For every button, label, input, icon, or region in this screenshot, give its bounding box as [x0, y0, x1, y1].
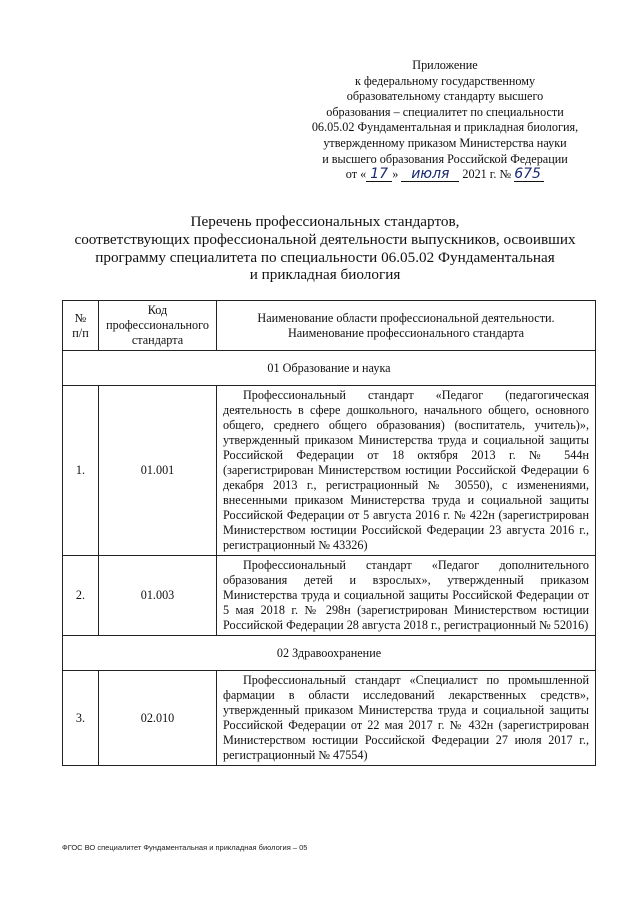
title-line: Перечень профессиональных стандартов, [190, 213, 460, 230]
row-description: Профессиональный стандарт «Педагог (педагогическая деятельность в сфере дошкольного, начального общего, основного общего, среднего общего образования) (воспитатель, учитель)», утвержденный приказом Министерства труда и социальной защиты Российской Федерации от 18 октября 2013 г. № 544н (зарегистрирован Министерством юстиции Российской Федерации 6 декабря 2013 г., регистрационный № 30550), с изменениями, внесенными приказом Министерства труда и социальной защиты Российской Федерации от 5 августа 2016 г. № 422н (зарегистрирован Министерством юстиции Российской Федерации 23 августа 2016 г., регистрационный № 43326) [217, 386, 596, 556]
section-row [63, 351, 596, 386]
appendix-line: к федеральному государственному [354, 73, 536, 88]
appendix-header [300, 58, 590, 183]
date-year: 2021 г. № [462, 167, 512, 182]
appendix-line: Приложение [412, 58, 478, 72]
appendix-line: образовательному стандарту высшего [346, 89, 544, 104]
header-num: № п/п [63, 301, 99, 351]
order-date-line [300, 167, 590, 183]
date-prefix: от « [345, 167, 367, 182]
header-code: Код профессионального стандарта [99, 301, 217, 351]
table-header-row [63, 301, 596, 351]
row-code: 02.010 [99, 671, 217, 766]
appendix-line: 06.05.02 Фундаментальная и прикладная биология, [311, 120, 579, 135]
row-code: 01.003 [99, 556, 217, 636]
handwritten-day: 17 [366, 168, 392, 182]
appendix-line: утвержденному приказом Министерства науки [323, 135, 567, 150]
page-footer: ФГОС ВО специалитет Фундаментальная и прикладная биология – 05 [62, 843, 308, 852]
row-description: Профессиональный стандарт «Специалист по промышленной фармации в области исследований лекарственных средств», утвержденный приказом Министерства труда и социальной защиты Российской Федерации от 22 мая 2017 г. № 432н (зарегистрирован Министерством юстиции Российской Федерации 27 июля 2017 г., регистрационный № 47554) [217, 671, 596, 766]
table-row [63, 386, 596, 556]
handwritten-order-number: 675 [514, 168, 544, 182]
document-title [40, 213, 610, 284]
appendix-line: образования – специалитет по специальности [326, 104, 564, 119]
appendix-line: и высшего образования Российской Федерации [322, 151, 568, 166]
section-row [63, 636, 596, 671]
title-line: программу специалитета по специальности 06.05.02 Фундаментальная [95, 248, 555, 266]
row-num: 1. [63, 386, 99, 556]
row-num: 3. [63, 671, 99, 766]
row-num: 2. [63, 556, 99, 636]
date-mid: » [392, 167, 399, 182]
standards-table [62, 300, 596, 766]
section-title: 01 Образование и наука [63, 351, 596, 386]
table-row [63, 671, 596, 766]
handwritten-month: июля [401, 168, 459, 182]
header-name: Наименование области профессиональной деятельности. Наименование профессионального стандарта [217, 301, 596, 351]
section-title: 02 Здравоохранение [63, 636, 596, 671]
title-line: соответствующих профессиональной деятельности выпускников, освоивших [74, 230, 576, 248]
row-description: Профессиональный стандарт «Педагог дополнительного образования детей и взрослых», утвержденный приказом Министерства труда и социальной защиты Российской Федерации от 5 мая 2018 г. № 298н (зарегистрирован Министерством юстиции Российской Федерации 28 августа 2018 г., регистрационный № 52016) [217, 556, 596, 636]
table-row [63, 556, 596, 636]
title-line: и прикладная биология [249, 266, 401, 284]
row-code: 01.001 [99, 386, 217, 556]
